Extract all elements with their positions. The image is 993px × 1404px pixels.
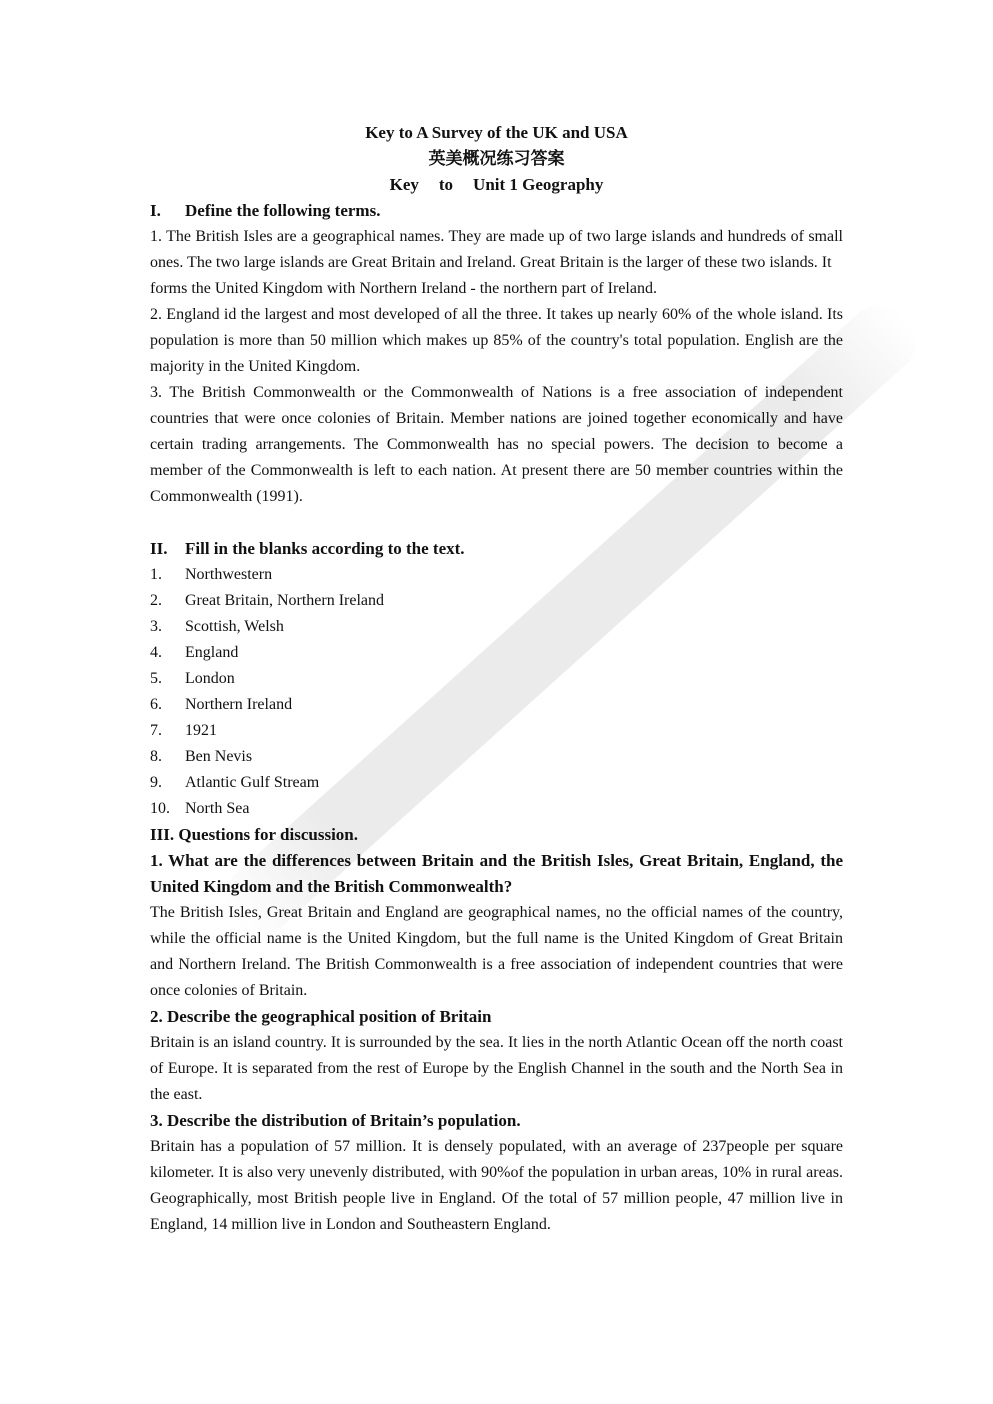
item-answer: Northwestern	[185, 566, 273, 583]
document-page	[150, 120, 843, 1238]
section-1-number: I.	[150, 201, 161, 220]
section-1-title: Define the following terms.	[185, 201, 381, 220]
unit-title	[150, 172, 843, 198]
item-answer: Northern Ireland	[185, 696, 293, 713]
blanks-list	[150, 562, 843, 822]
list-item	[150, 666, 843, 692]
question-1: 1. What are the differences between Britain and the British Isles, Great Britain, England, the United Kingdom and the British Commonwealth?	[150, 851, 843, 896]
item-answer: Ben Nevis	[185, 748, 253, 765]
section-2-heading	[150, 536, 843, 562]
list-item	[150, 692, 843, 718]
item-number: 5.	[150, 670, 162, 687]
answer-1: The British Isles, Great Britain and England are geographical names, no the official names of the country, while the official name is the United Kingdom, but the full name is the United Kingdom of Great Britain and Northern Ireland. The British Commonwealth is a free association of independent countries that were once colonies of Britain.	[150, 904, 843, 999]
list-item	[150, 588, 843, 614]
item-number: 3.	[150, 618, 162, 635]
item-number: 4.	[150, 644, 162, 661]
list-item	[150, 614, 843, 640]
document-title-chinese: 英美概况练习答案	[428, 149, 565, 169]
definition-1a: 1. The British Isles are a geographical names. They are made up of two large islands and hundreds of small ones. The two large islands are Great Britain and Ireland. Great Britain is the larger of these two islands. It	[150, 228, 843, 271]
section-2-title: Fill in the blanks according to the text.	[185, 539, 465, 558]
document-title: Key to A Survey of the UK and USA	[365, 123, 628, 142]
question-2: 2. Describe the geographical position of Britain	[150, 1007, 492, 1026]
item-answer: Atlantic Gulf Stream	[185, 774, 320, 791]
item-number: 8.	[150, 748, 162, 765]
definition-1b: forms the United Kingdom with Northern Ireland - the northern part of Ireland.	[150, 280, 657, 297]
list-item	[150, 796, 843, 822]
answer-2: Britain is an island country. It is surrounded by the sea. It lies in the north Atlantic Ocean off the north coast of Europe. It is separated from the rest of Europe by the English Channel in the south and the North Sea in the east.	[150, 1034, 843, 1103]
answer-3: Britain has a population of 57 million. It is densely populated, with an average of 237people per square kilometer. It is also very unevenly distributed, with 90%of the population in urban areas, 10% in rural areas. Geographically, most British people live in England. Of the total of 57 million people, 47 million live in England, 14 million live in London and Southeastern England.	[150, 1138, 843, 1233]
item-answer: Great Britain, Northern Ireland	[185, 592, 385, 609]
section-3-heading: III. Questions for discussion.	[150, 825, 358, 844]
spacer	[150, 510, 843, 536]
list-item	[150, 770, 843, 796]
item-answer: Scottish, Welsh	[185, 618, 284, 635]
item-number: 1.	[150, 566, 162, 583]
unit-to-word: to	[438, 175, 454, 194]
item-answer: England	[185, 644, 239, 661]
section-2-number: II.	[150, 539, 168, 558]
item-answer: 1921	[185, 722, 217, 739]
list-item	[150, 744, 843, 770]
item-answer: London	[185, 670, 235, 687]
list-item	[150, 718, 843, 744]
question-3: 3. Describe the distribution of Britain’s population.	[150, 1111, 521, 1130]
item-number: 9.	[150, 774, 162, 791]
item-number: 7.	[150, 722, 162, 739]
section-1-heading	[150, 198, 843, 224]
definition-2: 2. England id the largest and most developed of all the three. It takes up nearly 60% of the whole island. Its population is more than 50 million which makes up 85% of the country's total population. English are the majority in the United Kingdom.	[150, 306, 843, 375]
definition-3: 3. The British Commonwealth or the Commonwealth of Nations is a free association of independent countries that were once colonies of Britain. Member nations are joined together economically and have certain trading arrangements. The Commonwealth has no special powers. The decision to become a member of the Commonwealth is left to each nation. At present there are 50 member countries within the Commonwealth (1991).	[150, 384, 843, 505]
item-number: 10.	[150, 800, 170, 817]
list-item	[150, 640, 843, 666]
unit-key-word: Key	[389, 175, 419, 194]
list-item	[150, 562, 843, 588]
item-number: 2.	[150, 592, 162, 609]
unit-name: Unit 1 Geography	[473, 175, 604, 194]
item-number: 6.	[150, 696, 162, 713]
item-answer: North Sea	[185, 800, 250, 817]
